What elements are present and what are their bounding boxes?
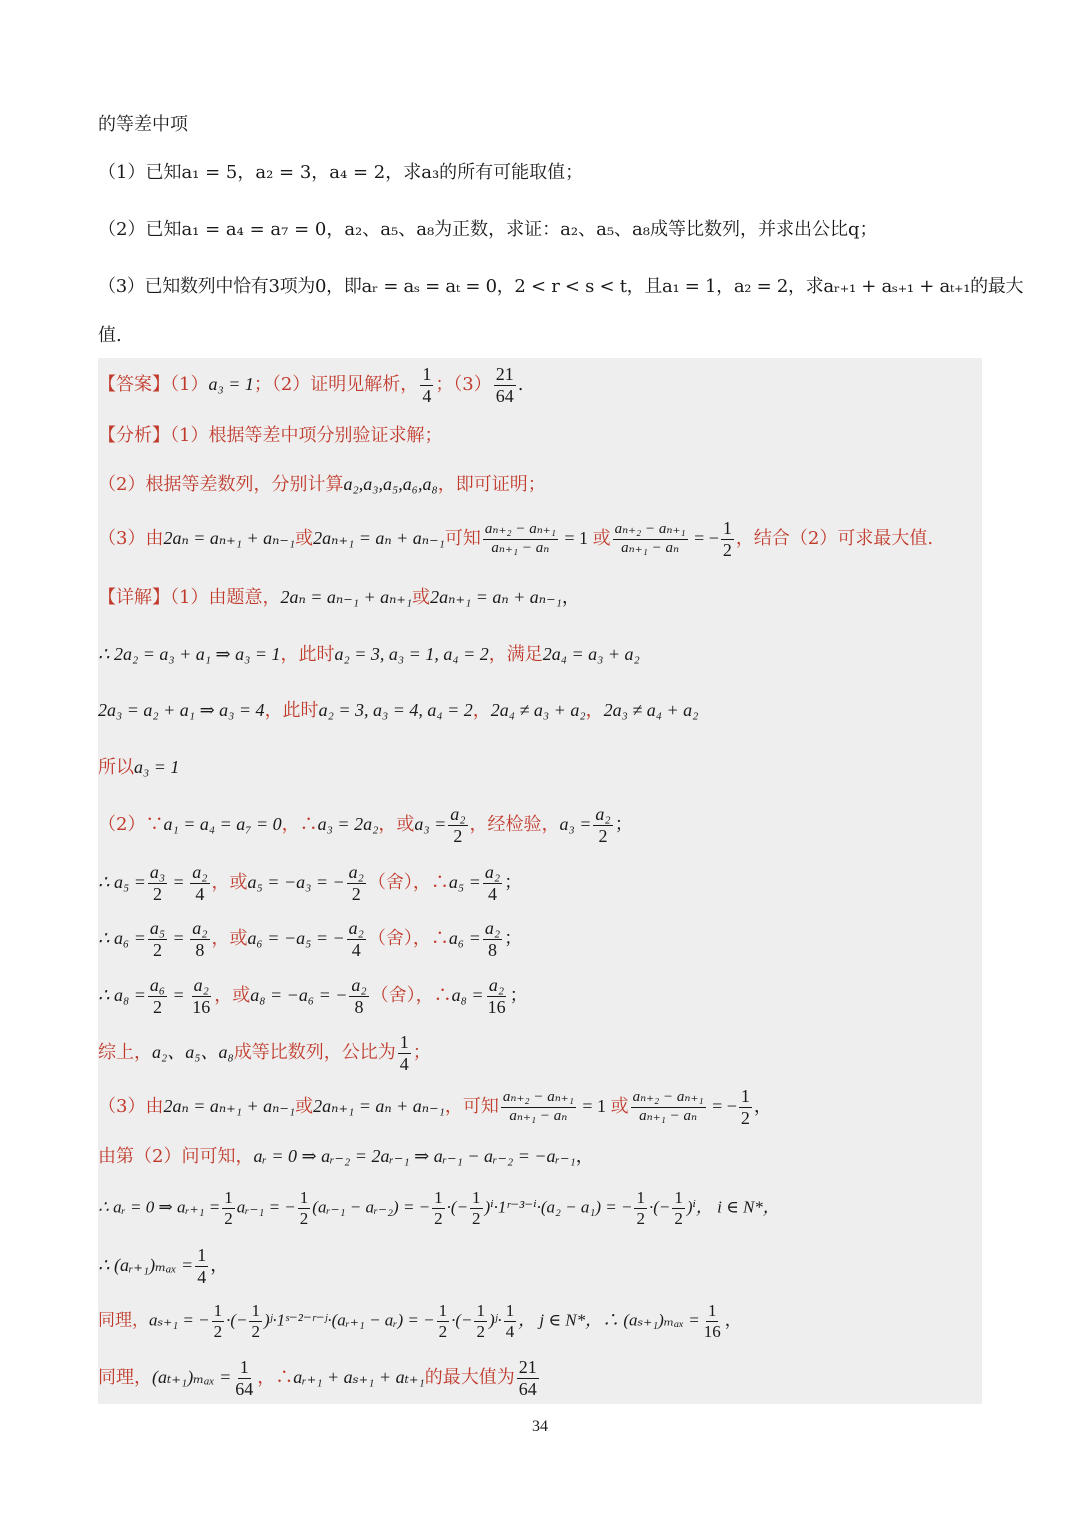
detail-fraction xyxy=(474,1301,487,1341)
detail-text: ，∴ xyxy=(257,1367,294,1389)
detail-math: a₆ = −a₅ = − xyxy=(247,928,345,949)
detail-fraction xyxy=(483,862,502,904)
fraction-numerator: 1 xyxy=(197,1245,207,1265)
detail-text: ，或 xyxy=(378,814,415,836)
analysis-math-2: a₂,a₃,a₅,a₆,a₈ xyxy=(343,474,438,494)
detail-or: 或 xyxy=(610,1096,629,1118)
detail-math: )ⁱ·1ʳ⁻³⁻ⁱ·(a₂ − a₁) = − xyxy=(484,1197,633,1217)
analysis-text-2b: ，即可证明； xyxy=(437,474,546,495)
fraction-numerator: aₙ₊₂ − aₙ₊₁ xyxy=(613,521,688,539)
fraction-numerator: aₙ₊₂ − aₙ₊₁ xyxy=(631,1089,706,1107)
detail-math: ·(− xyxy=(226,1310,248,1330)
detail-line-3 xyxy=(98,700,698,722)
detail-fraction xyxy=(190,918,209,960)
fraction-numerator: a₂ xyxy=(484,918,501,938)
fraction-denominator: aₙ₊₁ − aₙ xyxy=(491,539,550,556)
fraction-numerator: 1 xyxy=(299,1188,309,1207)
detail-fraction xyxy=(634,1188,647,1228)
fraction-denominator: 2 xyxy=(152,939,162,960)
detail-math: ·(− xyxy=(648,1197,671,1217)
analysis-eq-1: = 1 xyxy=(559,528,593,549)
detail-math: 2a₄ = a₃ + a₂ xyxy=(542,644,640,664)
detail-text: 综上， xyxy=(98,1042,152,1064)
analysis-line-1 xyxy=(98,425,442,447)
answer-part3-label: ；（3） xyxy=(435,374,492,396)
fraction-denominator: 8 xyxy=(487,939,497,960)
fraction-denominator: 2 xyxy=(598,825,608,846)
question-part-3-end: 值. xyxy=(98,325,122,346)
fraction-numerator: 1 xyxy=(707,1301,717,1320)
fraction-denominator: 2 xyxy=(299,1208,309,1228)
detail-text: ，经检验， xyxy=(469,814,560,836)
question-continuation: 的等差中项 xyxy=(98,114,188,135)
detail-math: )ʲ· xyxy=(488,1310,502,1330)
fraction-numerator: a₂ xyxy=(348,862,364,882)
detail-eq: = − xyxy=(707,1096,737,1117)
fraction-numerator: a₂ xyxy=(192,862,208,882)
fraction-numerator: a₂ xyxy=(450,804,466,824)
detail-text: 的最大值为 xyxy=(424,1367,515,1389)
detail-line-2 xyxy=(98,644,640,666)
detail-math: a₃ = xyxy=(559,814,592,835)
detail-math: a₂ = 3, a₃ = 1, a₄ = 2 xyxy=(334,644,489,664)
detail-fraction xyxy=(486,975,508,1017)
fraction-denominator: 64 xyxy=(235,1378,254,1399)
question-part-2: （2）已知a₁ = a₄ = a₇ = 0，a₂、a₅、a₈为正数，求证：a₂、a₅、a₈成等比数列，并求出公比q； xyxy=(98,219,878,240)
detail-fraction xyxy=(517,1357,539,1399)
analysis-math-3a: 2aₙ = aₙ₊₁ + aₙ₋₁ xyxy=(163,528,296,549)
detail-fraction xyxy=(148,862,167,904)
detail-text: 同理， xyxy=(98,1367,152,1389)
detail-text: 所以 xyxy=(98,757,134,778)
fraction-denominator: aₙ₊₁ − aₙ xyxy=(621,539,680,556)
fraction-numerator: 1 xyxy=(438,1301,448,1320)
detail-math: ·(− xyxy=(446,1197,469,1217)
detail-text: 成等比数列，公比为 xyxy=(233,1042,396,1064)
fraction-numerator: a₂ xyxy=(488,975,505,995)
answer-tag: 【答案】 xyxy=(98,374,170,396)
fraction-numerator: 1 xyxy=(636,1188,645,1207)
fraction-denominator: 2 xyxy=(152,883,162,904)
question-part-3: （3）已知数列中恰有3项为0，即aᵣ = aₛ = aₜ = 0，2 < r < s < t，且a₁ = 1，a₂ = 2，求aᵣ₊₁ + aₛ₊₁ + aₜ₊₁的最大 xyxy=(98,276,1024,297)
analysis-fraction-3 xyxy=(721,518,734,560)
detail-text: ，或 xyxy=(211,928,248,950)
fraction-numerator: 1 xyxy=(476,1301,485,1320)
fraction-numerator: aₙ₊₂ − aₙ₊₁ xyxy=(483,521,558,539)
detail-math: a₃ = 2a₂ xyxy=(317,814,379,835)
fraction-denominator: 64 xyxy=(495,385,514,406)
detail-text: ， xyxy=(472,700,491,721)
analysis-line-3 xyxy=(98,518,933,560)
detail-or: 或 xyxy=(295,1096,314,1118)
detail-fraction xyxy=(349,975,368,1017)
detail-math: aᵣ = 0 ⇒ aᵣ₋₂ = 2aᵣ₋₁ ⇒ aᵣ₋₁ − aᵣ₋₂ = −aᵣ₋₁ xyxy=(253,1146,576,1166)
detail-math: ·(− xyxy=(451,1310,473,1330)
fraction-numerator: 1 xyxy=(239,1357,249,1377)
detail-line-10 xyxy=(98,1086,772,1128)
detail-line-5 xyxy=(98,804,633,846)
detail-fraction xyxy=(504,1301,517,1341)
analysis-math-3b: 2aₙ₊₁ = aₙ + aₙ₋₁ xyxy=(313,528,445,549)
detail-math: 2aₙ₊₁ = aₙ + aₙ₋₁ xyxy=(313,1096,445,1117)
detail-eq: = xyxy=(169,928,189,949)
detail-fraction xyxy=(501,1089,576,1125)
fraction-numerator: 1 xyxy=(674,1188,683,1207)
detail-math: ∴ a₆ = xyxy=(98,928,146,949)
fraction-denominator: 8 xyxy=(195,939,205,960)
fraction-numerator: a₂ xyxy=(348,918,364,938)
detail-text: ，或 xyxy=(214,985,251,1007)
fraction-denominator: 4 xyxy=(487,883,497,904)
analysis-or-2: 或 xyxy=(592,528,611,550)
detail-text: ，可知 xyxy=(444,1096,499,1118)
detail-math: a₈ = −a₆ = − xyxy=(250,985,348,1006)
detail-fraction xyxy=(148,975,167,1017)
detail-math: a₈ = xyxy=(451,985,484,1006)
analysis-eq-2: = − xyxy=(689,528,719,549)
detail-fraction xyxy=(347,918,366,960)
fraction-numerator: 1 xyxy=(434,1188,443,1207)
analysis-text-3a: （3）由 xyxy=(98,528,164,550)
detail-math: a₅ = −a₃ = − xyxy=(247,872,345,893)
analysis-fraction-2 xyxy=(613,521,688,557)
fraction-denominator: 8 xyxy=(354,996,364,1017)
detail-line-13 xyxy=(98,1245,228,1287)
fraction-numerator: a₆ xyxy=(149,975,166,995)
fraction-numerator: a₅ xyxy=(149,918,166,938)
fraction-numerator: aₙ₊₂ − aₙ₊₁ xyxy=(501,1089,576,1107)
detail-math: (aₜ₊₁)ₘₐₓ = xyxy=(152,1367,232,1388)
detail-math: a₅ = xyxy=(448,872,481,893)
detail-punct: ， xyxy=(575,1146,594,1167)
detail-math: 2aₙ = aₙ₊₁ + aₙ₋₁ xyxy=(163,1096,296,1117)
fraction-denominator: 64 xyxy=(518,1378,537,1399)
fraction-denominator: 4 xyxy=(195,883,205,904)
detail-math: 2aₙ = aₙ₋₁ + aₙ₊₁ xyxy=(280,587,413,607)
detail-punct: ， xyxy=(724,1310,742,1331)
fraction-denominator: aₙ₊₁ − aₙ xyxy=(509,1107,568,1124)
detail-text: ，此时 xyxy=(280,644,335,665)
answer-line xyxy=(98,364,524,406)
fraction-numerator: a₃ xyxy=(149,862,166,882)
question-part-1: （1）已知a₁ = 5，a₂ = 3，a₄ = 2，求a₃的所有可能取值； xyxy=(98,162,584,183)
detail-eq: = xyxy=(169,985,189,1006)
detail-fraction xyxy=(398,1032,411,1074)
detail-text: ，或 xyxy=(211,872,248,894)
detail-fraction xyxy=(437,1301,450,1341)
detail-line-1 xyxy=(98,587,580,609)
detail-fraction xyxy=(212,1301,225,1341)
detail-punct: ； xyxy=(509,985,528,1007)
fraction-numerator: 21 xyxy=(495,364,514,384)
detail-punct: ； xyxy=(412,1042,431,1064)
detail-text: （3）由 xyxy=(98,1096,164,1118)
fraction-denominator: 2 xyxy=(472,1208,481,1228)
detail-math: (aᵣ₋₁ − aᵣ₋₂) = − xyxy=(312,1197,431,1217)
detail-math: a₃ = 1 xyxy=(134,757,180,777)
fraction-numerator: 1 xyxy=(722,518,732,538)
detail-punct: ； xyxy=(614,814,633,836)
answer-end: . xyxy=(517,374,524,396)
detail-fraction xyxy=(631,1089,706,1125)
fraction-numerator: 1 xyxy=(224,1188,233,1207)
detail-math: 2aₙ₊₁ = aₙ + aₙ₋₁ xyxy=(430,587,562,607)
detail-text: （舍），∴ xyxy=(367,872,449,894)
fraction-denominator: 2 xyxy=(438,1321,448,1341)
detail-punct: ， xyxy=(753,1096,772,1118)
detail-fraction xyxy=(148,918,167,960)
fraction-numerator: a₂ xyxy=(351,975,367,995)
fraction-denominator: 4 xyxy=(197,1266,207,1287)
fraction-denominator: aₙ₊₁ − aₙ xyxy=(639,1107,698,1124)
detail-math: ， j ∈ N*，∴ (aₛ₊₁)ₘₐₓ = xyxy=(518,1310,700,1330)
fraction-denominator: 2 xyxy=(636,1208,645,1228)
fraction-denominator: 2 xyxy=(434,1208,443,1228)
detail-math: a₁ = a₄ = a₇ = 0 xyxy=(163,814,282,835)
detail-text: 由第（2）问可知， xyxy=(98,1146,254,1167)
fraction-denominator: 2 xyxy=(722,539,732,560)
detail-fraction xyxy=(739,1086,752,1128)
page-number: 34 xyxy=(532,1418,548,1435)
fraction-numerator: 1 xyxy=(505,1301,515,1320)
fraction-denominator: 2 xyxy=(251,1321,260,1341)
analysis-line-2 xyxy=(98,474,546,496)
detail-math: ∴ a₅ = xyxy=(98,872,146,893)
analysis-tag: 【分析】 xyxy=(98,425,170,446)
detail-line-12 xyxy=(98,1188,780,1228)
detail-tag: 【详解】 xyxy=(98,587,170,608)
fraction-denominator: 16 xyxy=(192,996,211,1017)
fraction-numerator: 1 xyxy=(472,1188,481,1207)
detail-math: aₛ₊₁ = − xyxy=(149,1310,210,1330)
fraction-numerator: 1 xyxy=(399,1032,409,1052)
answer-part1-label: （1） xyxy=(170,374,209,396)
detail-math: aᵣ₋₁ = − xyxy=(236,1197,296,1217)
detail-text: ， xyxy=(585,700,604,721)
fraction-numerator: 21 xyxy=(518,1357,537,1377)
detail-math: 2a₄ ≠ a₃ + a₂ xyxy=(490,700,586,720)
detail-line-6 xyxy=(98,862,522,904)
detail-fraction xyxy=(190,975,212,1017)
detail-line-4 xyxy=(98,757,179,779)
detail-math: ∴ aᵣ = 0 ⇒ aᵣ₊₁ = xyxy=(98,1197,221,1217)
detail-line-11 xyxy=(98,1146,594,1168)
detail-math: 2a₃ = a₂ + a₁ ⇒ a₃ = 4 xyxy=(98,700,265,720)
fraction-numerator: 1 xyxy=(740,1086,750,1106)
analysis-text-3b: ，结合（2）可求最大值. xyxy=(735,528,934,550)
analysis-text-2a: （2）根据等差数列，分别计算 xyxy=(98,474,344,495)
detail-punct: ， xyxy=(561,587,580,608)
detail-math: 2a₃ ≠ a₄ + a₂ xyxy=(603,700,699,720)
detail-eq: = 1 xyxy=(577,1096,611,1117)
fraction-denominator: 4 xyxy=(399,1053,409,1074)
fraction-denominator: 16 xyxy=(703,1321,721,1341)
analysis-fraction-1 xyxy=(483,521,558,557)
detail-fraction xyxy=(593,804,612,846)
answer-part1-math: a₃ = 1 xyxy=(208,374,254,395)
detail-fraction xyxy=(222,1188,235,1228)
fraction-denominator: 4 xyxy=(422,385,432,406)
fraction-denominator: 2 xyxy=(152,996,162,1017)
detail-fraction xyxy=(298,1188,311,1228)
fraction-denominator: 4 xyxy=(505,1321,515,1341)
detail-or: 或 xyxy=(412,587,431,608)
fraction-numerator: 1 xyxy=(251,1301,260,1320)
fraction-numerator: a₂ xyxy=(192,918,208,938)
detail-text: ，此时 xyxy=(264,700,319,721)
detail-math: aᵣ₊₁ + aₛ₊₁ + aₜ₊₁ xyxy=(293,1367,425,1388)
fraction-denominator: 2 xyxy=(674,1208,683,1228)
fraction-denominator: 4 xyxy=(351,939,361,960)
detail-punct: ； xyxy=(504,872,523,894)
detail-math: a₂、a₅、a₈ xyxy=(152,1042,234,1063)
detail-text: （舍），∴ xyxy=(370,985,452,1007)
detail-fraction xyxy=(470,1188,483,1228)
fraction-denominator: 2 xyxy=(351,883,361,904)
detail-line-7 xyxy=(98,918,522,960)
analysis-know: 可知 xyxy=(444,528,481,550)
detail-line-8 xyxy=(98,975,528,1017)
detail-math: ∴ a₈ = xyxy=(98,985,146,1006)
detail-fraction xyxy=(190,862,209,904)
detail-math: )ʲ·1ˢ⁻²⁻ʳ⁻ʲ·(aᵣ₊₁ − aᵣ) = − xyxy=(263,1310,435,1330)
answer-max-fraction xyxy=(494,364,516,406)
detail-line-9 xyxy=(98,1032,431,1074)
detail-math: a₃ = xyxy=(414,814,447,835)
fraction-numerator: a₂ xyxy=(595,804,611,824)
detail-text: （1）由题意， xyxy=(170,587,281,608)
fraction-denominator: 16 xyxy=(487,996,506,1017)
answer-ratio-fraction xyxy=(420,364,433,406)
detail-fraction xyxy=(233,1357,255,1399)
fraction-numerator: a₂ xyxy=(484,862,501,882)
fraction-denominator: 2 xyxy=(453,825,463,846)
detail-text: ，满足 xyxy=(488,644,543,665)
detail-fraction xyxy=(672,1188,685,1228)
analysis-or-1: 或 xyxy=(295,528,314,550)
fraction-denominator: 2 xyxy=(740,1107,750,1128)
detail-fraction xyxy=(432,1188,445,1228)
detail-line-15 xyxy=(98,1357,541,1399)
detail-fraction xyxy=(702,1301,723,1341)
fraction-numerator: a₂ xyxy=(193,975,209,995)
fraction-numerator: 1 xyxy=(213,1301,223,1320)
analysis-text-1: （1）根据等差中项分别验证求解； xyxy=(170,425,443,446)
fraction-numerator: 1 xyxy=(422,364,432,384)
detail-math: ∴ (aᵣ₊₁)ₘₐₓ = xyxy=(98,1255,194,1276)
detail-text: ，∴ xyxy=(281,814,318,836)
detail-fraction xyxy=(448,804,467,846)
fraction-denominator: 2 xyxy=(224,1208,233,1228)
detail-text: （舍），∴ xyxy=(367,928,449,950)
detail-math: ∴ 2a₂ = a₃ + a₁ ⇒ a₃ = 1 xyxy=(98,644,281,664)
detail-punct: ； xyxy=(504,928,523,950)
detail-fraction xyxy=(249,1301,262,1341)
detail-text: （2）∵ xyxy=(98,814,164,836)
detail-math: )ⁱ， i ∈ N*， xyxy=(686,1197,780,1217)
detail-eq: = xyxy=(169,872,189,893)
answer-part2-text: ；（2）证明见解析， xyxy=(253,374,419,396)
detail-line-14 xyxy=(98,1301,742,1341)
detail-fraction xyxy=(483,918,502,960)
detail-fraction xyxy=(195,1245,208,1287)
fraction-denominator: 2 xyxy=(213,1321,223,1341)
detail-text: 同理， xyxy=(98,1310,149,1331)
detail-punct: ， xyxy=(210,1255,229,1277)
detail-fraction xyxy=(347,862,366,904)
detail-math: a₂ = 3, a₃ = 4, a₄ = 2 xyxy=(318,700,473,720)
fraction-denominator: 2 xyxy=(476,1321,485,1341)
detail-math: a₆ = xyxy=(448,928,481,949)
